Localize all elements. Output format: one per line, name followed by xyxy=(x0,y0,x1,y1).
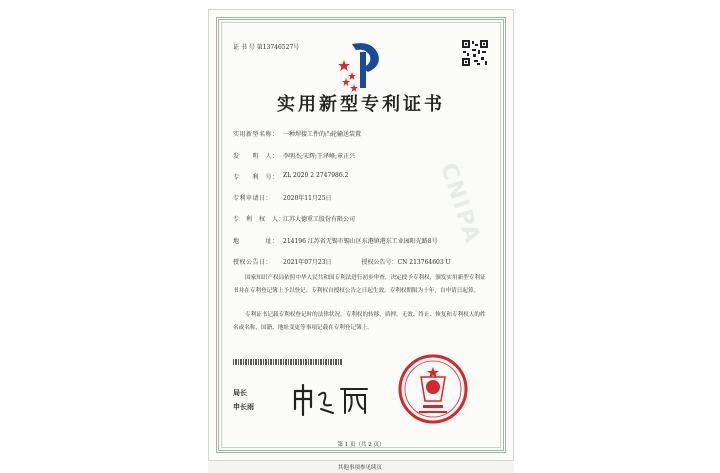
grant-publication-number: 授权公告号：CN 213764603 U xyxy=(361,259,451,266)
handwritten-signature xyxy=(291,383,371,417)
footer-note: 其他事项参见续页 xyxy=(337,465,382,471)
director-title: 局长 xyxy=(233,388,247,397)
patent-certificate xyxy=(208,9,514,461)
field-label: 专利申请日： xyxy=(233,195,273,202)
field-label: 专 利 权 人： xyxy=(233,216,286,223)
field-label: 授权公告日： xyxy=(233,259,273,266)
field-label: 实用新型名称： xyxy=(233,131,279,138)
field-label: 专 利 号： xyxy=(233,174,279,181)
cnipa-logo-icon xyxy=(338,38,388,92)
field-value: 江苏大德重工股份有限公司 xyxy=(283,216,356,223)
official-seal-icon xyxy=(397,353,469,425)
page-number: 第 1 页（共 2 页） xyxy=(337,442,385,448)
field-patentee xyxy=(233,214,355,223)
field-application-date xyxy=(233,193,332,202)
field-value: 214196 江苏省无锡市锡山区东港镇港东工业园阳光路8号 xyxy=(283,238,438,245)
field-inventors xyxy=(233,151,355,160)
certificate-title: 实用新型专利证书 xyxy=(277,94,445,115)
field-grant-date xyxy=(233,257,451,266)
field-value: ZL 2020 2 2747986.2 xyxy=(283,172,349,179)
field-value: 2020年11月25日 xyxy=(283,195,332,202)
field-value: 2021年07月23日 xyxy=(283,259,332,266)
qr-code-icon xyxy=(462,40,488,66)
field-label: 地 址： xyxy=(233,238,279,245)
barcode-icon xyxy=(233,359,343,365)
certificate-paragraph: 专利证书记载专利权登记时的法律状况。专利权的转移、质押、无效、终止、恢复和专利权人的姓名或名称、国籍、地址变更等事项记载在专利登记簿上。 xyxy=(233,312,486,331)
director-name: 申长雨 xyxy=(233,402,254,411)
cnipa-watermark: CNIPA xyxy=(435,160,485,248)
field-patent-number xyxy=(233,172,348,181)
field-value: 李明杰;宋辉;王泽峰;章正兴 xyxy=(283,153,356,160)
field-address xyxy=(233,236,438,245)
field-utility-model-name xyxy=(233,129,361,138)
field-label: 发 明 人： xyxy=(233,153,279,160)
certificate-paragraph: 国家知识产权局依照中华人民共和国专利法进行初步审查，决定授予专利权，颁发实用新型专利证书并在专利登记簿上予以登记。专利权自授权公告之日起生效。专利权期限为十年，自申请日起算。 xyxy=(233,275,486,294)
certificate-number: 证 书 号 第13746527号 xyxy=(233,44,300,51)
field-value: 一种焊接工件的凸轮输送装置 xyxy=(283,131,362,138)
